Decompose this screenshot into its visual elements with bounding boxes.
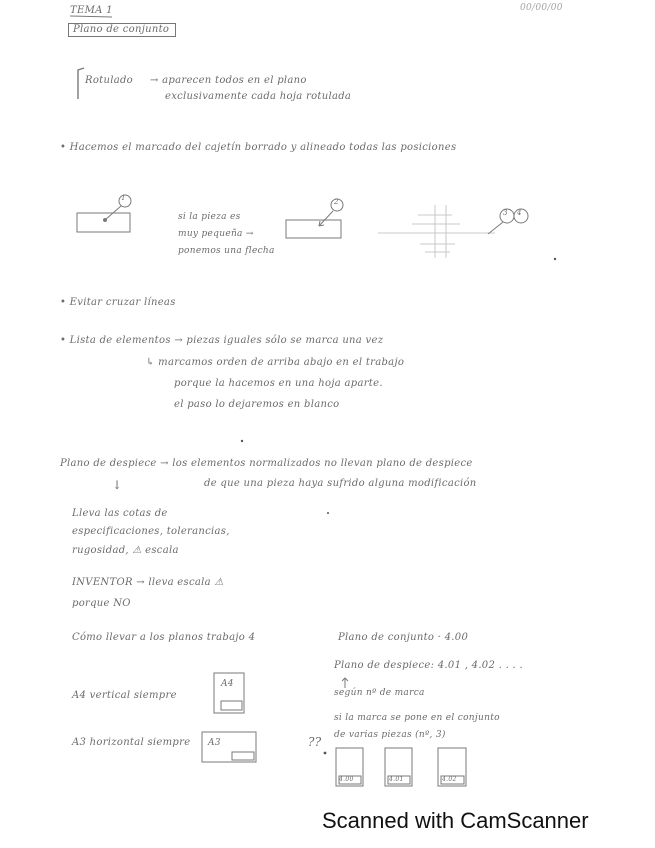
lista-sub-1: ↳ marcamos orden de arriba abajo en el trabajo: [146, 357, 405, 368]
a4-title-block: [221, 701, 242, 710]
figure-text-2: muy pequeña →: [178, 229, 254, 239]
stray-dot: [241, 440, 243, 442]
marker-2: 2: [334, 198, 339, 206]
a3-line: A3 horizontal siempre: [72, 737, 191, 748]
como-line: Cómo llevar a los planos trabajo 4: [72, 632, 256, 643]
date-corner: 00/00/00: [520, 3, 563, 13]
si-line-2: de varias piezas (nº, 3): [334, 730, 446, 740]
si-line-1: si la marca se pone en el conjunto: [334, 713, 500, 723]
rotulado-line-1: → aparecen todos en el plano: [150, 75, 307, 86]
plano-despiece: Plano de despiece: 4.01 , 4.02 . . . .: [334, 660, 523, 671]
a3-box-label: A3: [208, 738, 221, 748]
a3-title-block: [232, 752, 254, 760]
sheet-label-2: 4.01: [389, 776, 404, 783]
sheet-label-3: 4.02: [442, 776, 457, 783]
question-marks: ??: [308, 735, 322, 749]
a4-line: A4 vertical siempre: [72, 690, 177, 701]
segun-line: según nº de marca: [334, 688, 425, 698]
despiece-arrow: ↓: [112, 478, 123, 492]
marker-4: 4: [517, 209, 522, 217]
bullet-lista: • Lista de elementos → piezas iguales sólo se marca una vez: [60, 335, 384, 346]
marker-1: 1: [121, 194, 126, 202]
porque-line: porque NO: [72, 598, 131, 609]
lleva-line-1: Lleva las cotas de: [72, 508, 168, 519]
figure2-part: [286, 220, 341, 238]
sheet-label-1: 4.00: [339, 776, 354, 783]
rotulado-bracket: [78, 68, 84, 99]
bullet-marcado: • Hacemos el marcado del cajetín borrado y alineado todas las posiciones: [60, 142, 457, 153]
camscanner-footer: Scanned with CamScanner: [322, 808, 589, 833]
bullet-evitar: • Evitar cruzar líneas: [60, 297, 176, 308]
figure2-leader: [319, 211, 333, 226]
a4-box-label: A4: [221, 679, 234, 689]
lleva-line-3: rugosidad, ⚠ escala: [72, 545, 179, 556]
figure3-grid: [378, 205, 495, 258]
figure1-part: [77, 213, 130, 232]
rotulado-label: Rotulado: [85, 75, 133, 86]
title-box: Plano de conjunto: [68, 23, 176, 37]
figure1-dot: [104, 219, 107, 222]
tema-label: TEMA 1: [70, 5, 113, 16]
lista-sub-3: el paso lo dejaremos en blanco: [174, 399, 340, 410]
stray-dot: [327, 512, 329, 514]
stray-dot: [324, 752, 327, 755]
rotulado-line-2: exclusivamente cada hoja rotulada: [165, 91, 352, 102]
marker-3: 3: [503, 209, 508, 217]
figure-text-1: si la pieza es: [178, 212, 241, 222]
plano-conjunto: Plano de conjunto · 4.00: [338, 632, 469, 643]
tema-underline: [70, 16, 112, 17]
lleva-line-2: especificaciones, tolerancias,: [72, 526, 230, 537]
page-title: [68, 24, 176, 35]
figure3-leader: [488, 222, 503, 234]
despiece-line-1: Plano de despiece → los elementos normalizados no llevan plano de despiece: [60, 458, 473, 469]
segun-arrow: [342, 678, 348, 688]
lista-sub-2: porque la hacemos en una hoja aparte.: [174, 378, 383, 389]
stray-dot: [554, 258, 556, 260]
inventor-line: INVENTOR → lleva escala ⚠: [72, 577, 224, 588]
despiece-line-2: de que una pieza haya sufrido alguna modificación: [204, 478, 477, 489]
figure-text-3: ponemos una flecha: [178, 246, 275, 256]
